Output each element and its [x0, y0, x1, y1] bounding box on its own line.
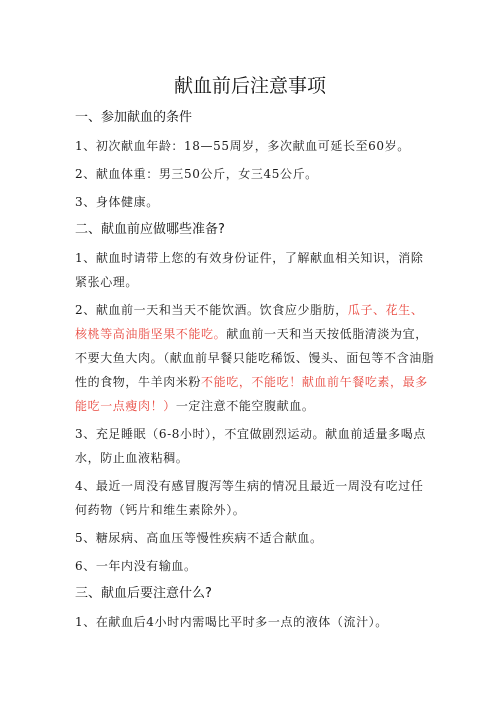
diet-warning-lunch: 不能吃，不能吃！献血前午餐吃素，最多能吃一点瘦肉！） — [75, 375, 428, 413]
diet-text: 献血前一天和当天按低脂清淡为宜，不要大鱼大肉。（献血前早餐只能吃稀饭、馒头、面包等不含油脂性的食物，牛羊肉米粉 — [75, 327, 435, 389]
list-item: 6、一年内没有输血。 — [75, 559, 197, 573]
list-item: 2、献血体重：男三50公斤，女三45公斤。 — [75, 167, 318, 181]
list-item: 3、身体健康。 — [75, 195, 159, 209]
document-body — [75, 106, 435, 638]
diet-warning-nuts: 瓜子、花生、核桃等高油脂坚果不能吃。 — [75, 303, 424, 341]
list-item: 3、充足睡眠（6-8小时），不宜做剧烈运动。献血前适量多喝点水，防止血液粘稠。 — [75, 427, 426, 465]
page-title: 献血前后注意事项 — [173, 75, 326, 97]
section-heading-after: 三、献血后要注意什么? — [75, 586, 212, 601]
list-item: 1、献血时请带上您的有效身份证件，了解献血相关知识，消除紧张心理。 — [75, 251, 424, 289]
section-heading-conditions: 一、参加献血的条件 — [75, 110, 193, 125]
list-item-diet — [75, 298, 435, 418]
diet-text: 2、献血前一天和当天不能饮酒。饮食应少脂肪， — [75, 303, 348, 317]
list-item: 1、初次献血年龄：18—55周岁，多次献血可延长至60岁。 — [75, 139, 410, 153]
diet-text: 一定注意不能空腹献血。 — [175, 399, 315, 413]
list-item: 1、在献血后4小时内需喝比平时多一点的液体（流汁）。 — [75, 615, 388, 629]
list-item: 4、最近一周没有感冒腹泻等生病的情况且最近一周没有吃过任何药物（钙片和维生素除外）。 — [75, 479, 424, 517]
list-item: 5、糖尿病、高血压等慢性疾病不适合献血。 — [75, 531, 323, 545]
section-heading-preparation: 二、献血前应做哪些准备? — [75, 222, 225, 237]
